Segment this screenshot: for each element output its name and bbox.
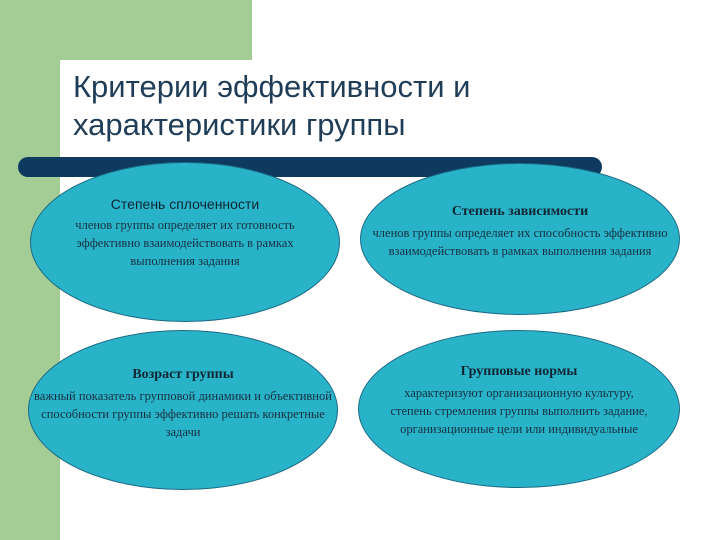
criterion-text: важный показатель групповой динамики и объективной способности группы эффективно решать конкретные задачи (34, 389, 332, 439)
green-top-bar (0, 0, 252, 60)
criterion-text: членов группы определяет их готовность эффективно взаимодействовать в рамках выполнения задания (75, 218, 295, 268)
criterion-heading: Степень сплоченности (110, 196, 260, 212)
slide-title (73, 68, 673, 144)
criterion-heading: Возраст группы (132, 367, 234, 382)
criterion-heading: Степень зависимости (451, 204, 589, 219)
criterion-text: членов группы определяет их способность эффективно взаимодействовать в рамках выполнения задания (372, 226, 668, 258)
criterion-cohesion (30, 162, 340, 322)
criterion-group-norms (358, 330, 680, 488)
slide-title-line-2: характеристики группы (73, 107, 406, 142)
slide-title-line-1: Критерии эффективности и (73, 69, 471, 104)
criterion-text: характеризуют организационную культуру, степень стремления группы выполнить задание, организационные цели или индивидуальные (390, 386, 648, 436)
criterion-group-age (28, 330, 338, 490)
criterion-dependence (360, 163, 680, 315)
criterion-heading: Групповые нормы (460, 364, 578, 379)
